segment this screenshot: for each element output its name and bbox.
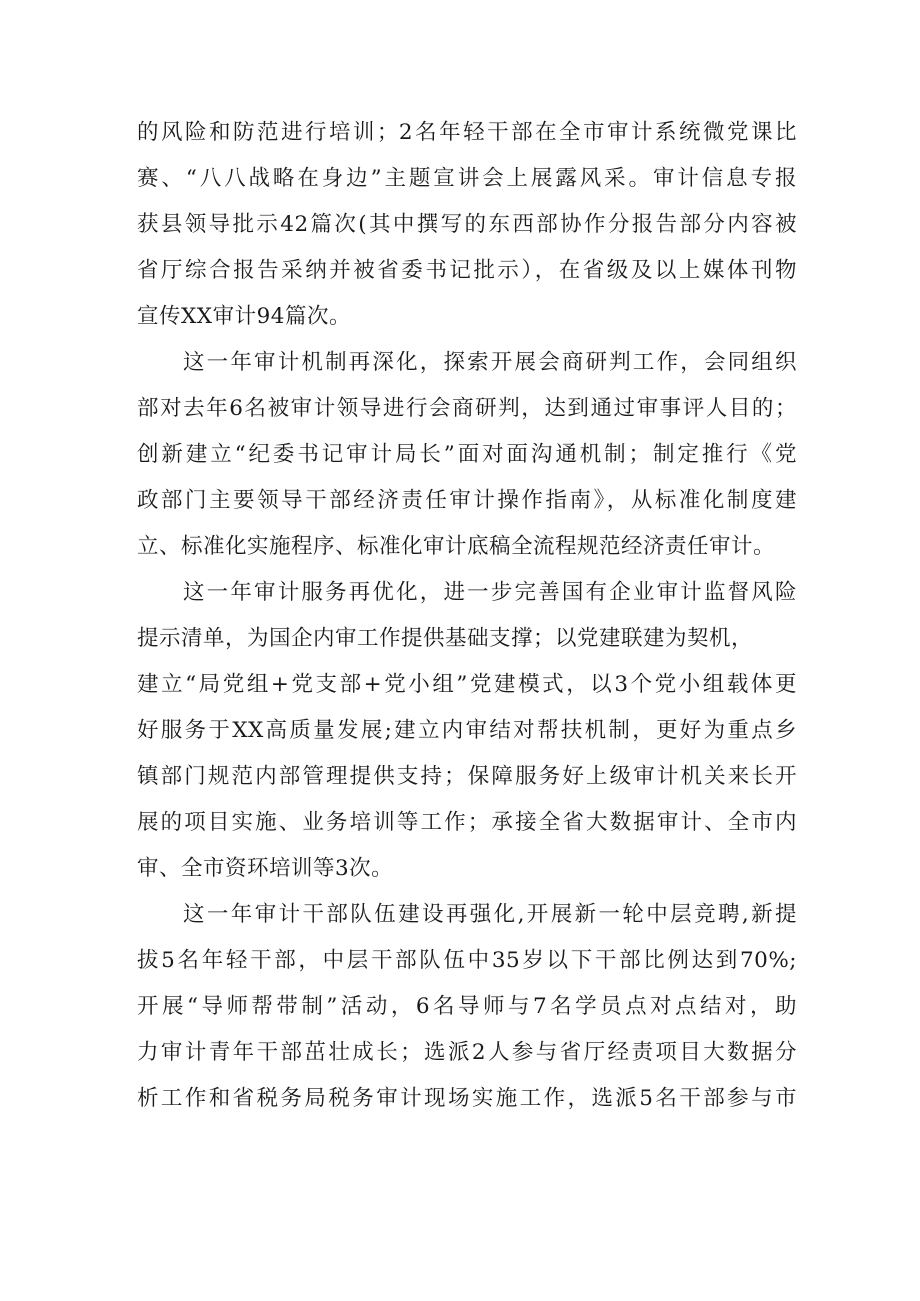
text-line: 展的项目实施、业务培训等工作；承接全省大数据审计、全市内 — [137, 810, 797, 835]
paragraph-4 — [137, 892, 797, 1122]
text-line: 赛、“八八战略在身边”主题宣讲会上展露风采。审计信息专报 — [137, 166, 797, 191]
text-line: 镇部门规范内部管理提供支持；保障服务好上级审计机关来长开 — [137, 764, 797, 789]
text-line: 建立“局党组+党支部+党小组”党建模式，以3个党小组载体更 — [137, 672, 797, 697]
text-line: 创新建立“纪委书记审计局长”面对面沟通机制；制定推行《党 — [137, 442, 797, 467]
text-line: 力审计青年干部茁壮成长；选派2人参与省厅经责项目大数据分 — [137, 1040, 797, 1065]
text-line: 审、全市资环培训等3次。 — [137, 856, 394, 881]
text-line: 宣传XX审计94篇次。 — [137, 304, 351, 329]
text-line: 省厅综合报告采纳并被省委书记批示），在省级及以上媒体刊物 — [137, 258, 797, 283]
text-line: 提示清单，为国企内审工作提供基础支撑；以党建联建为契机， — [137, 626, 754, 651]
text-line: 这一年审计服务再优化，进一步完善国有企业审计监督风险 — [183, 580, 797, 605]
document-body — [137, 110, 797, 1122]
text-line: 开展“导师帮带制”活动，6名导师与7名学员点对点结对，助 — [137, 994, 797, 1019]
paragraph-2 — [137, 340, 797, 570]
text-line: 获县领导批示42篇次(其中撰写的东西部协作分报告部分内容被 — [137, 212, 797, 237]
text-line: 政部门主要领导干部经济责任审计操作指南》，从标准化制度建 — [137, 488, 797, 513]
text-line: 好服务于XX高质量发展;建立内审结对帮扶机制，更好为重点乡 — [137, 718, 797, 743]
text-line: 这一年审计干部队伍建设再强化,开展新一轮中层竞聘,新提 — [183, 902, 797, 927]
paragraph-1 — [137, 110, 797, 340]
text-line: 的风险和防范进行培训；2名年轻干部在全市审计系统微党课比 — [137, 120, 797, 145]
text-line: 立、标准化实施程序、标准化审计底稿全流程规范经济责任审计。 — [137, 534, 776, 559]
text-line: 析工作和省税务局税务审计现场实施工作，选派5名干部参与市 — [137, 1086, 797, 1111]
text-line: 这一年审计机制再深化，探索开展会商研判工作，会同组织 — [183, 350, 797, 375]
text-line: 拔5名年轻干部，中层干部队伍中35岁以下干部比例达到70%; — [137, 948, 797, 973]
paragraph-3 — [137, 570, 797, 892]
text-line: 部对去年6名被审计领导进行会商研判，达到通过审事评人目的； — [137, 396, 797, 421]
